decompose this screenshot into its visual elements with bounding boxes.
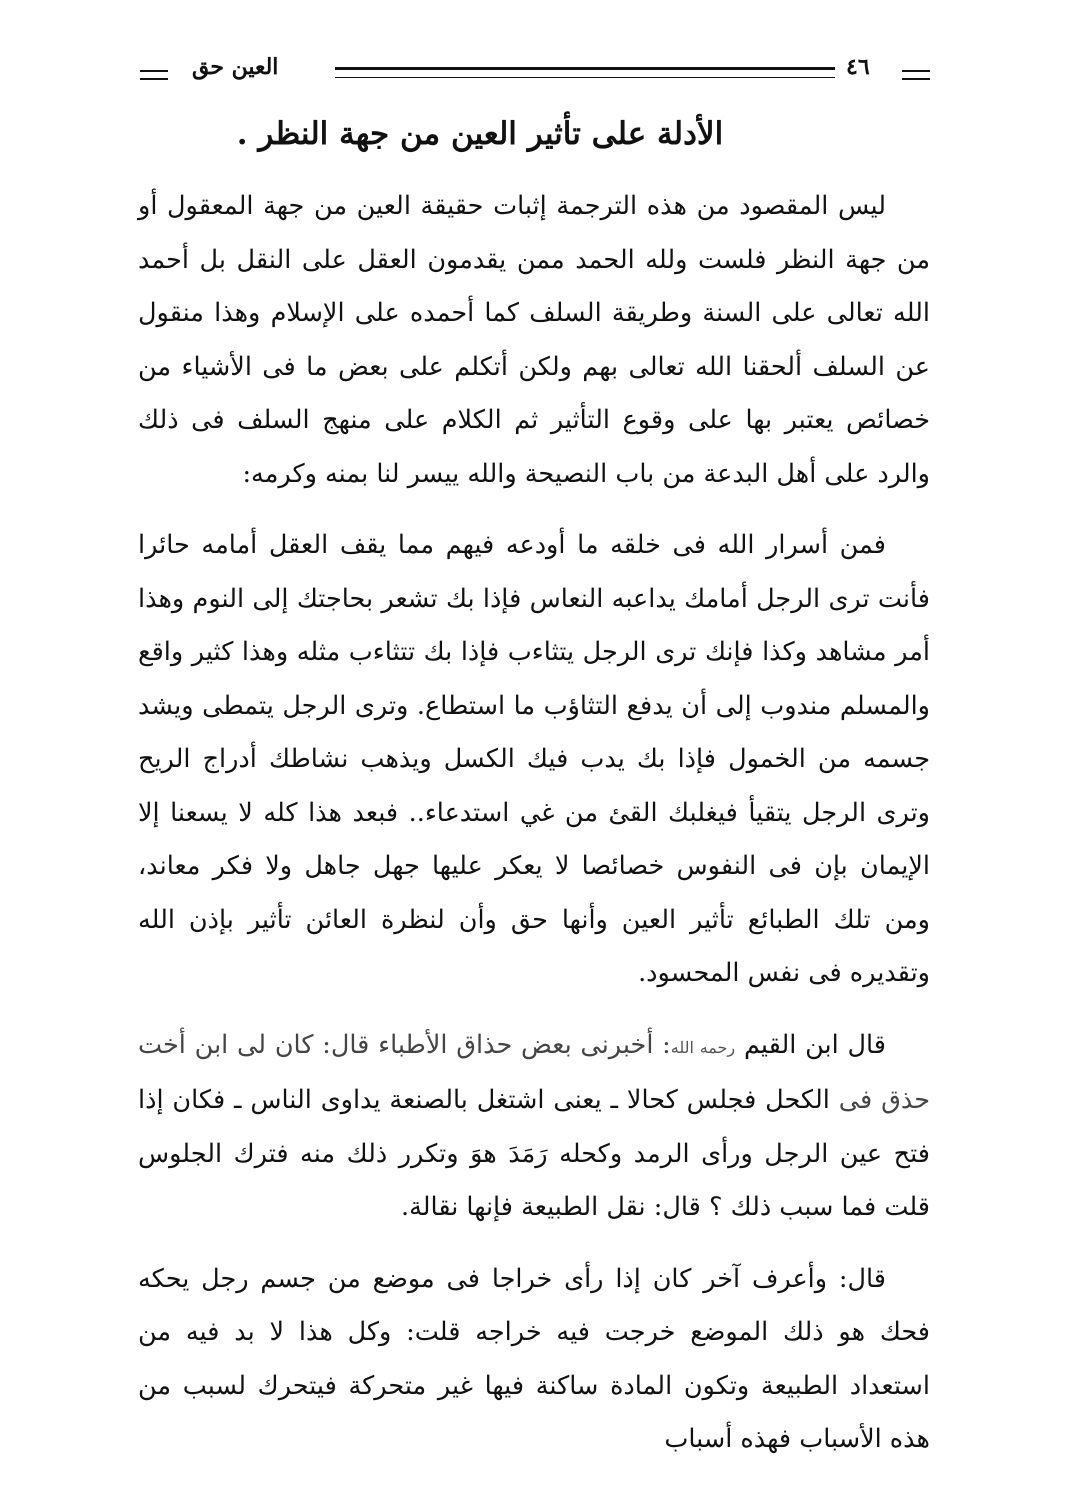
paragraph-2: فمن أسرار الله فى خلقه ما أودعه فيهم مما يقف العقل أمامه حائرا فأنت ترى الرجل أمامك يداعبه النعاس فإذا بك تشعر بحاجتك إلى النوم وهذا أمر مشاهد وكذا فإنك ترى الرجل يتثاءب فإذا بك تتثاءب مثله وهذا كثير واقع والمسلم مندوب إلى أن يدفع التثاؤب ما استطاع. وترى الرجل يتمطى ويشد جسمه من الخمول فإذا بك يدب فيك الكسل ويذهب نشاطك أدراج الريح وترى الرجل يتقيأ فيغلبك القئ من غي استدعاء.. فبعد هذا كله لا يسعنا إلا الإيمان بإن فى النفوس خصائصا لا يعكر عليها جهل جاهل ولا فكر معاند، ومن تلك الطبائع تأثير العين وأنها حق وأن لنظرة العائن تأثير بإذن الله وتقديره فى نفس المحسود. — [138, 530, 930, 988]
header-ornament-right — [902, 70, 930, 80]
page-number: ٤٦ — [846, 54, 870, 80]
quote-continuation: الكحل فجلس كحالا ـ يعنى اشتغل بالصنعة يداوى الناس ـ فكان إذا فتح عين الرجل ورأى الرمد وكحله رَمَدَ هوَ وتكرر ذلك منه فترك الجلوس قلت فما سبب ذلك ؟ قال: نقل الطبيعة فإنها نقالة. — [138, 1085, 930, 1222]
running-header — [140, 56, 930, 96]
header-ornament-left — [140, 70, 168, 80]
header-rule — [335, 67, 835, 78]
honorific-glyph: رحمه الله — [670, 1037, 736, 1057]
body-text — [138, 180, 930, 1485]
quote-attribution: قال ابن القيم — [743, 1029, 886, 1060]
section-heading: الأدلة على تأثير العين من جهة النظر . — [236, 116, 724, 152]
quote-opening: : أخبرنى بعض حذاق الأطباء قال: كان لى ابن أخت حذق فى — [138, 1029, 930, 1115]
book-title: العين حق — [192, 54, 279, 80]
quote-paragraph — [138, 1019, 930, 1235]
paragraph-final: قال: وأعرف آخر كان إذا رأى خراجا فى موضع من جسم رجل يحكه فحك هو ذلك الموضع خرجت فيه خراجه قلت: وكل هذا لا بد فيه من استعداد الطبيعة وتكون المادة ساكنة فيها غير متحركة فيتحرك لسبب من هذه الأسباب فهذه أسباب — [138, 1263, 930, 1454]
paragraph-1: ليس المقصود من هذه الترجمة إثبات حقيقة العين من جهة المعقول أو من جهة النظر فلست ولله الحمد ممن يقدمون العقل على النقل بل أحمد الله تعالى على السنة وطريقة السلف كما أحمده على الإسلام وهذا منقول عن السلف ألحقنا الله تعالى بهم ولكن أتكلم على بعض ما فى الأشياء من خصائص يعتبر بها على وقوع التأثير ثم الكلام على منهج السلف فى ذلك والرد على أهل البدعة من باب النصيحة والله ييسر لنا بمنه وكرمه: — [138, 191, 930, 489]
